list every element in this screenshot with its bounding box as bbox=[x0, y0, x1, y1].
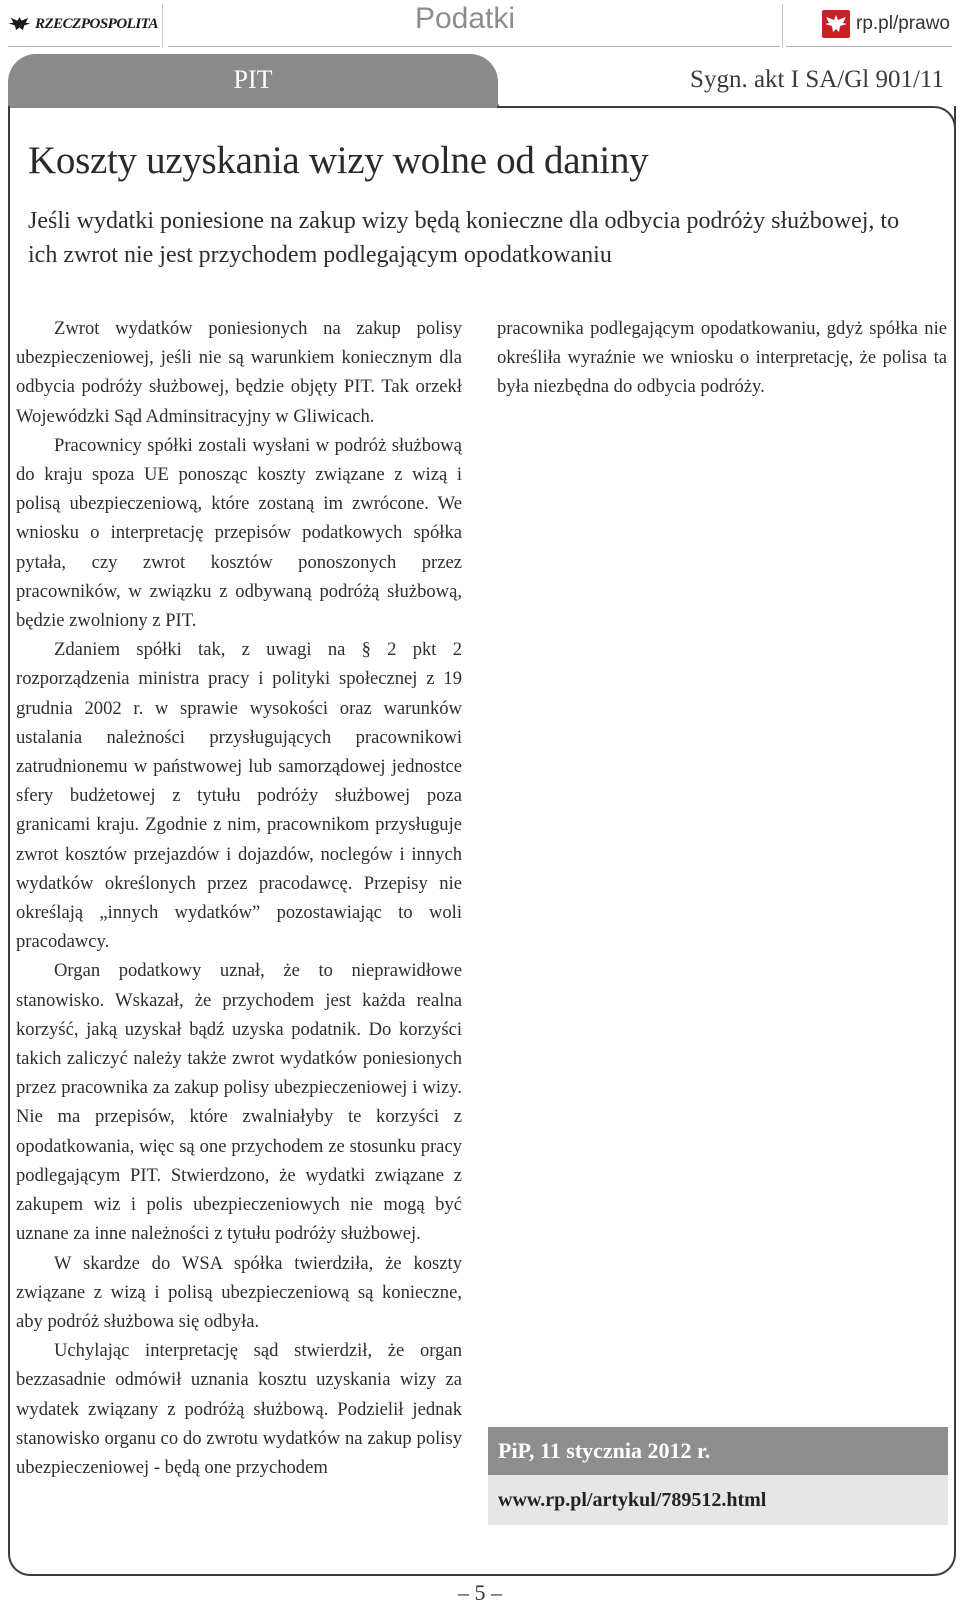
logo-text: RZECZPOSPOLITA bbox=[34, 15, 158, 32]
article-paragraph: W skardze do WSA spółka twierdziła, że koszty związane z wizą i polisą ubezpieczeniową są konieczne, aby podróż służbowa się odbyła. bbox=[16, 1252, 462, 1332]
article-link[interactable]: www.rp.pl/artykul/789512.html bbox=[488, 1475, 948, 1525]
site-link[interactable] bbox=[822, 8, 950, 40]
article-lead: Jeśli wydatki poniesione na zakup wizy będą konieczne dla odbycia podróży służbowej, to ich zwrot nie jest przychodem podlegającym opodatkowaniu bbox=[28, 208, 900, 268]
site-url: rp.pl/prawo bbox=[856, 13, 950, 34]
page-number: – 5 – bbox=[458, 1580, 502, 1605]
header-divider bbox=[786, 46, 952, 47]
header-divider bbox=[8, 46, 160, 47]
article-column-right bbox=[497, 314, 947, 402]
case-reference: Sygn. akt I SA/Gl 901/11 bbox=[690, 66, 944, 93]
article-paragraph: Organ podatkowy uznał, że to nieprawidłowe stanowisko. Wskazał, że przychodem jest każda realna korzyść, jaką uzyskał bądź uzyska podatnik. Do korzyści takich zaliczyć należy także zwrot wydatków poniesionych przez pracownika za zakup polisy ubezpieczeniowej i wizy. Nie ma przepisów, które zwalniałyby te korzyści z opodatkowania, więc są one przychodem ze stosunku pracy podlegającym PIT. Stwierdzono, że wydatki związane z zakupem wiz i polis ubezpieczeniowych nie mogą być uznane za inne należności z tytułu podróży służbowej. bbox=[16, 960, 462, 1245]
header-divider bbox=[168, 46, 780, 47]
header-divider bbox=[162, 4, 163, 48]
article-paragraph: Zwrot wydatków poniesionych na zakup polisy ubezpieczeniowej, jeśli nie są warunkiem koniecznym dla odbycia podróży służbowej, będzie objęty PIT. Tak orzekł Wojewódzki Sąd Adminsitracyjny w Gliwicach. bbox=[16, 318, 462, 427]
header-divider bbox=[782, 4, 783, 48]
article-headline: Koszty uzyskania wizy wolne od daniny bbox=[28, 139, 649, 182]
article-paragraph: Uchylając interpretację sąd stwierdził, że organ bezzasadnie odmówił uznania kosztu uzyskania wizy za wydatek związany z podróżą służbową. Podzielił jednak stanowisko organu co do zwrotu wydatków na zakup polisy ubezpieczeniowej - będą one przychodem bbox=[16, 1340, 462, 1478]
article-column-left bbox=[16, 314, 462, 1482]
rp-logo-icon bbox=[822, 10, 850, 38]
section-title: Podatki bbox=[414, 2, 516, 35]
source-label: PiP, 11 stycznia 2012 r. bbox=[488, 1427, 948, 1475]
article-paragraph: pracownika podlegającym opodatkowaniu, gdyż spółka nie określiła wyraźnie we wniosku o interpretację, że polisa ta była niezbędna do odbycia podróży. bbox=[497, 318, 947, 398]
category-tab: PIT bbox=[8, 54, 498, 106]
article-paragraph: Pracownicy spółki zostali wysłani w podróż służbową do kraju spoza UE ponosząc koszty związane z wizą i polisą ubezpieczeniową, które zostaną im zwrócone. We wniosku o interpretację przepisów podatkowych spółka pytała, czy zwrot kosztów ponoszonych przez pracowników, w związku z odbywaną podróżą służbową, będzie zwolniony z PIT. bbox=[16, 434, 462, 632]
publication-logo bbox=[8, 8, 158, 40]
article-paragraph: Zdaniem spółki tak, z uwagi na § 2 pkt 2 rozporządzenia ministra pracy i polityki społecznej z 19 grudnia 2002 r. w sprawie wysokości oraz warunków ustalania należności przysługujących pracownikowi zatrudnionemu w państwowej lub samorządowej jednostce sfery budżetowej z tytułu podróży służbowej poza granicami kraju. Zgodnie z nim, pracownikom przysługuje zwrot kosztów przejazdów i dojazdów, noclegów i innych wydatków określonych przez pracodawcę. Przepisy nie określają „innych wydatków” pozostawiając to woli pracodawcy. bbox=[16, 639, 462, 953]
eagle-icon bbox=[8, 11, 31, 37]
